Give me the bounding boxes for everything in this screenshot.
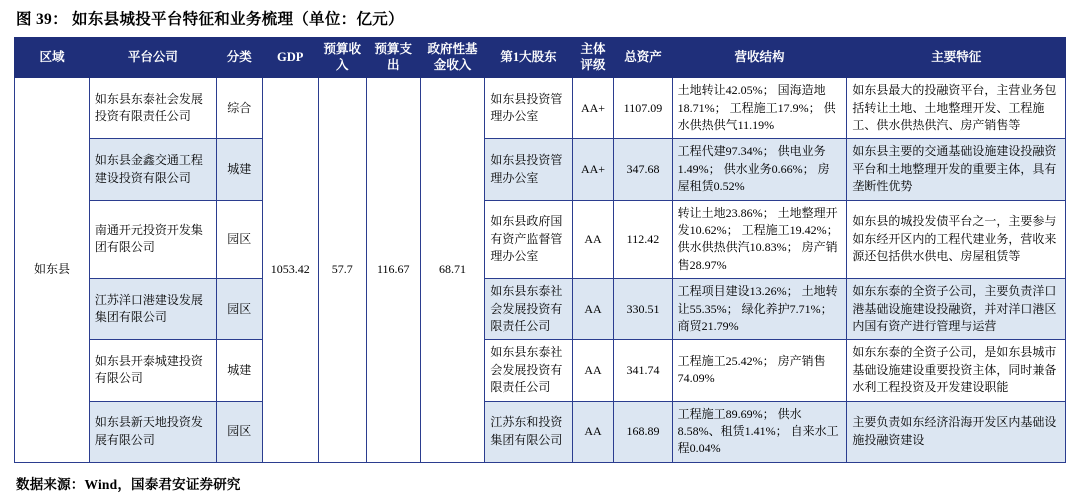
cell-company: 南通开元投资开发集团有限公司 [89,200,216,279]
cell-total-assets: 1107.09 [614,78,672,139]
header-region: 区域 [15,38,90,78]
cell-company: 如东县开泰城建投资有限公司 [89,340,216,401]
cell-category: 园区 [216,200,262,279]
cell-category: 城建 [216,139,262,200]
cell-top-holder: 如东县投资管理办公室 [485,139,572,200]
source-label: 数据来源： [16,476,85,492]
cell-top-holder: 如东县东泰社会发展投资有限责任公司 [485,340,572,401]
header-budget-revenue: 预算收入 [318,38,366,78]
header-gdp: GDP [262,38,318,78]
cell-company: 如东县东泰社会发展投资有限责任公司 [89,78,216,139]
header-rating: 主体评级 [572,38,614,78]
cell-budget-revenue: 57.7 [318,78,366,462]
cell-top-holder: 如东县政府国有资产监督管理办公室 [485,200,572,279]
header-budget-expenditure: 预算支出 [366,38,420,78]
header-top-holder: 第1大股东 [485,38,572,78]
cell-main-features: 如东县的城投发债平台之一，主要参与如东经开区内的工程代建业务，营收来源还包括供水供电、房屋租赁等 [847,200,1066,279]
header-category: 分类 [216,38,262,78]
cell-revenue-structure: 工程施工89.69%； 供水8.58%、租赁1.41%； 自来水工程0.04% [672,401,847,462]
source-note [14,473,1066,493]
cell-total-assets: 330.51 [614,279,672,340]
table-row [15,139,1066,200]
page-title: 图 39： 如东县城投平台特征和业务梳理（单位：亿元） [16,11,404,28]
header-main-features: 主要特征 [847,38,1066,78]
cell-category: 城建 [216,340,262,401]
cell-rating: AA [572,340,614,401]
table-row [15,401,1066,462]
cell-budget-expenditure: 116.67 [366,78,420,462]
cell-main-features: 如东县主要的交通基础设施建设投融资平台和土地整理开发的重要主体，具有垄断性优势 [847,139,1066,200]
cell-revenue-structure: 工程施工25.42%； 房产销售74.09% [672,340,847,401]
cell-total-assets: 168.89 [614,401,672,462]
cell-company: 如东县新天地投资发展有限公司 [89,401,216,462]
cell-gdp: 1053.42 [262,78,318,462]
table-row [15,340,1066,401]
table-row [15,78,1066,139]
cell-category: 园区 [216,401,262,462]
cell-rating: AA+ [572,78,614,139]
table-row [15,279,1066,340]
cell-main-features: 主要负责如东经济沿海开发区内基础设施投融资建设 [847,401,1066,462]
cell-rating: AA [572,200,614,279]
cell-total-assets: 347.68 [614,139,672,200]
cell-main-features: 如东县最大的投融资平台，主营业务包括转让土地、土地整理开发、工程施工、供水供热供汽、房产销售等 [847,78,1066,139]
cell-main-features: 如东东泰的全资子公司，是如东县城市基础设施建设重要投资主体，同时兼备水利工程投资及开发建设职能 [847,340,1066,401]
cell-category: 园区 [216,279,262,340]
cell-top-holder: 如东县投资管理办公室 [485,78,572,139]
cell-company: 如东县金鑫交通工程建设投资有限公司 [89,139,216,200]
cell-total-assets: 341.74 [614,340,672,401]
header-fund-revenue: 政府性基金收入 [420,38,485,78]
cell-main-features: 如东东泰的全资子公司，主要负责洋口港基础设施建设投融资，并对洋口港区内国有资产进行管理与运营 [847,279,1066,340]
cell-revenue-structure: 土地转让42.05%； 国海造地18.71%； 工程施工17.9%； 供水供热供气11.19% [672,78,847,139]
cell-fund-revenue: 68.71 [420,78,485,462]
cell-company: 江苏洋口港建设发展集团有限公司 [89,279,216,340]
cell-category: 综合 [216,78,262,139]
header-revenue-structure: 营收结构 [672,38,847,78]
header-total-assets: 总资产 [614,38,672,78]
platform-table [14,37,1066,463]
cell-top-holder: 如东县东泰社会发展投资有限责任公司 [485,279,572,340]
cell-total-assets: 112.42 [614,200,672,279]
header-company: 平台公司 [89,38,216,78]
cell-top-holder: 江苏东和投资集团有限公司 [485,401,572,462]
cell-rating: AA+ [572,139,614,200]
table-header-row [15,38,1066,78]
source-value: Wind，国泰君安证券研究 [84,476,241,492]
cell-revenue-structure: 工程代建97.34%； 供电业务1.49%； 供水业务0.66%； 房屋租赁0.52% [672,139,847,200]
cell-rating: AA [572,279,614,340]
cell-revenue-structure: 工程项目建设13.26%； 土地转让55.35%； 绿化养护7.71%； 商贸21.79% [672,279,847,340]
cell-region: 如东县 [15,78,90,462]
cell-revenue-structure: 转让土地23.86%； 土地整理开发10.62%； 工程施工19.42%； 供水供热供汽10.83%； 房产销售28.97% [672,200,847,279]
table-row [15,200,1066,279]
cell-rating: AA [572,401,614,462]
